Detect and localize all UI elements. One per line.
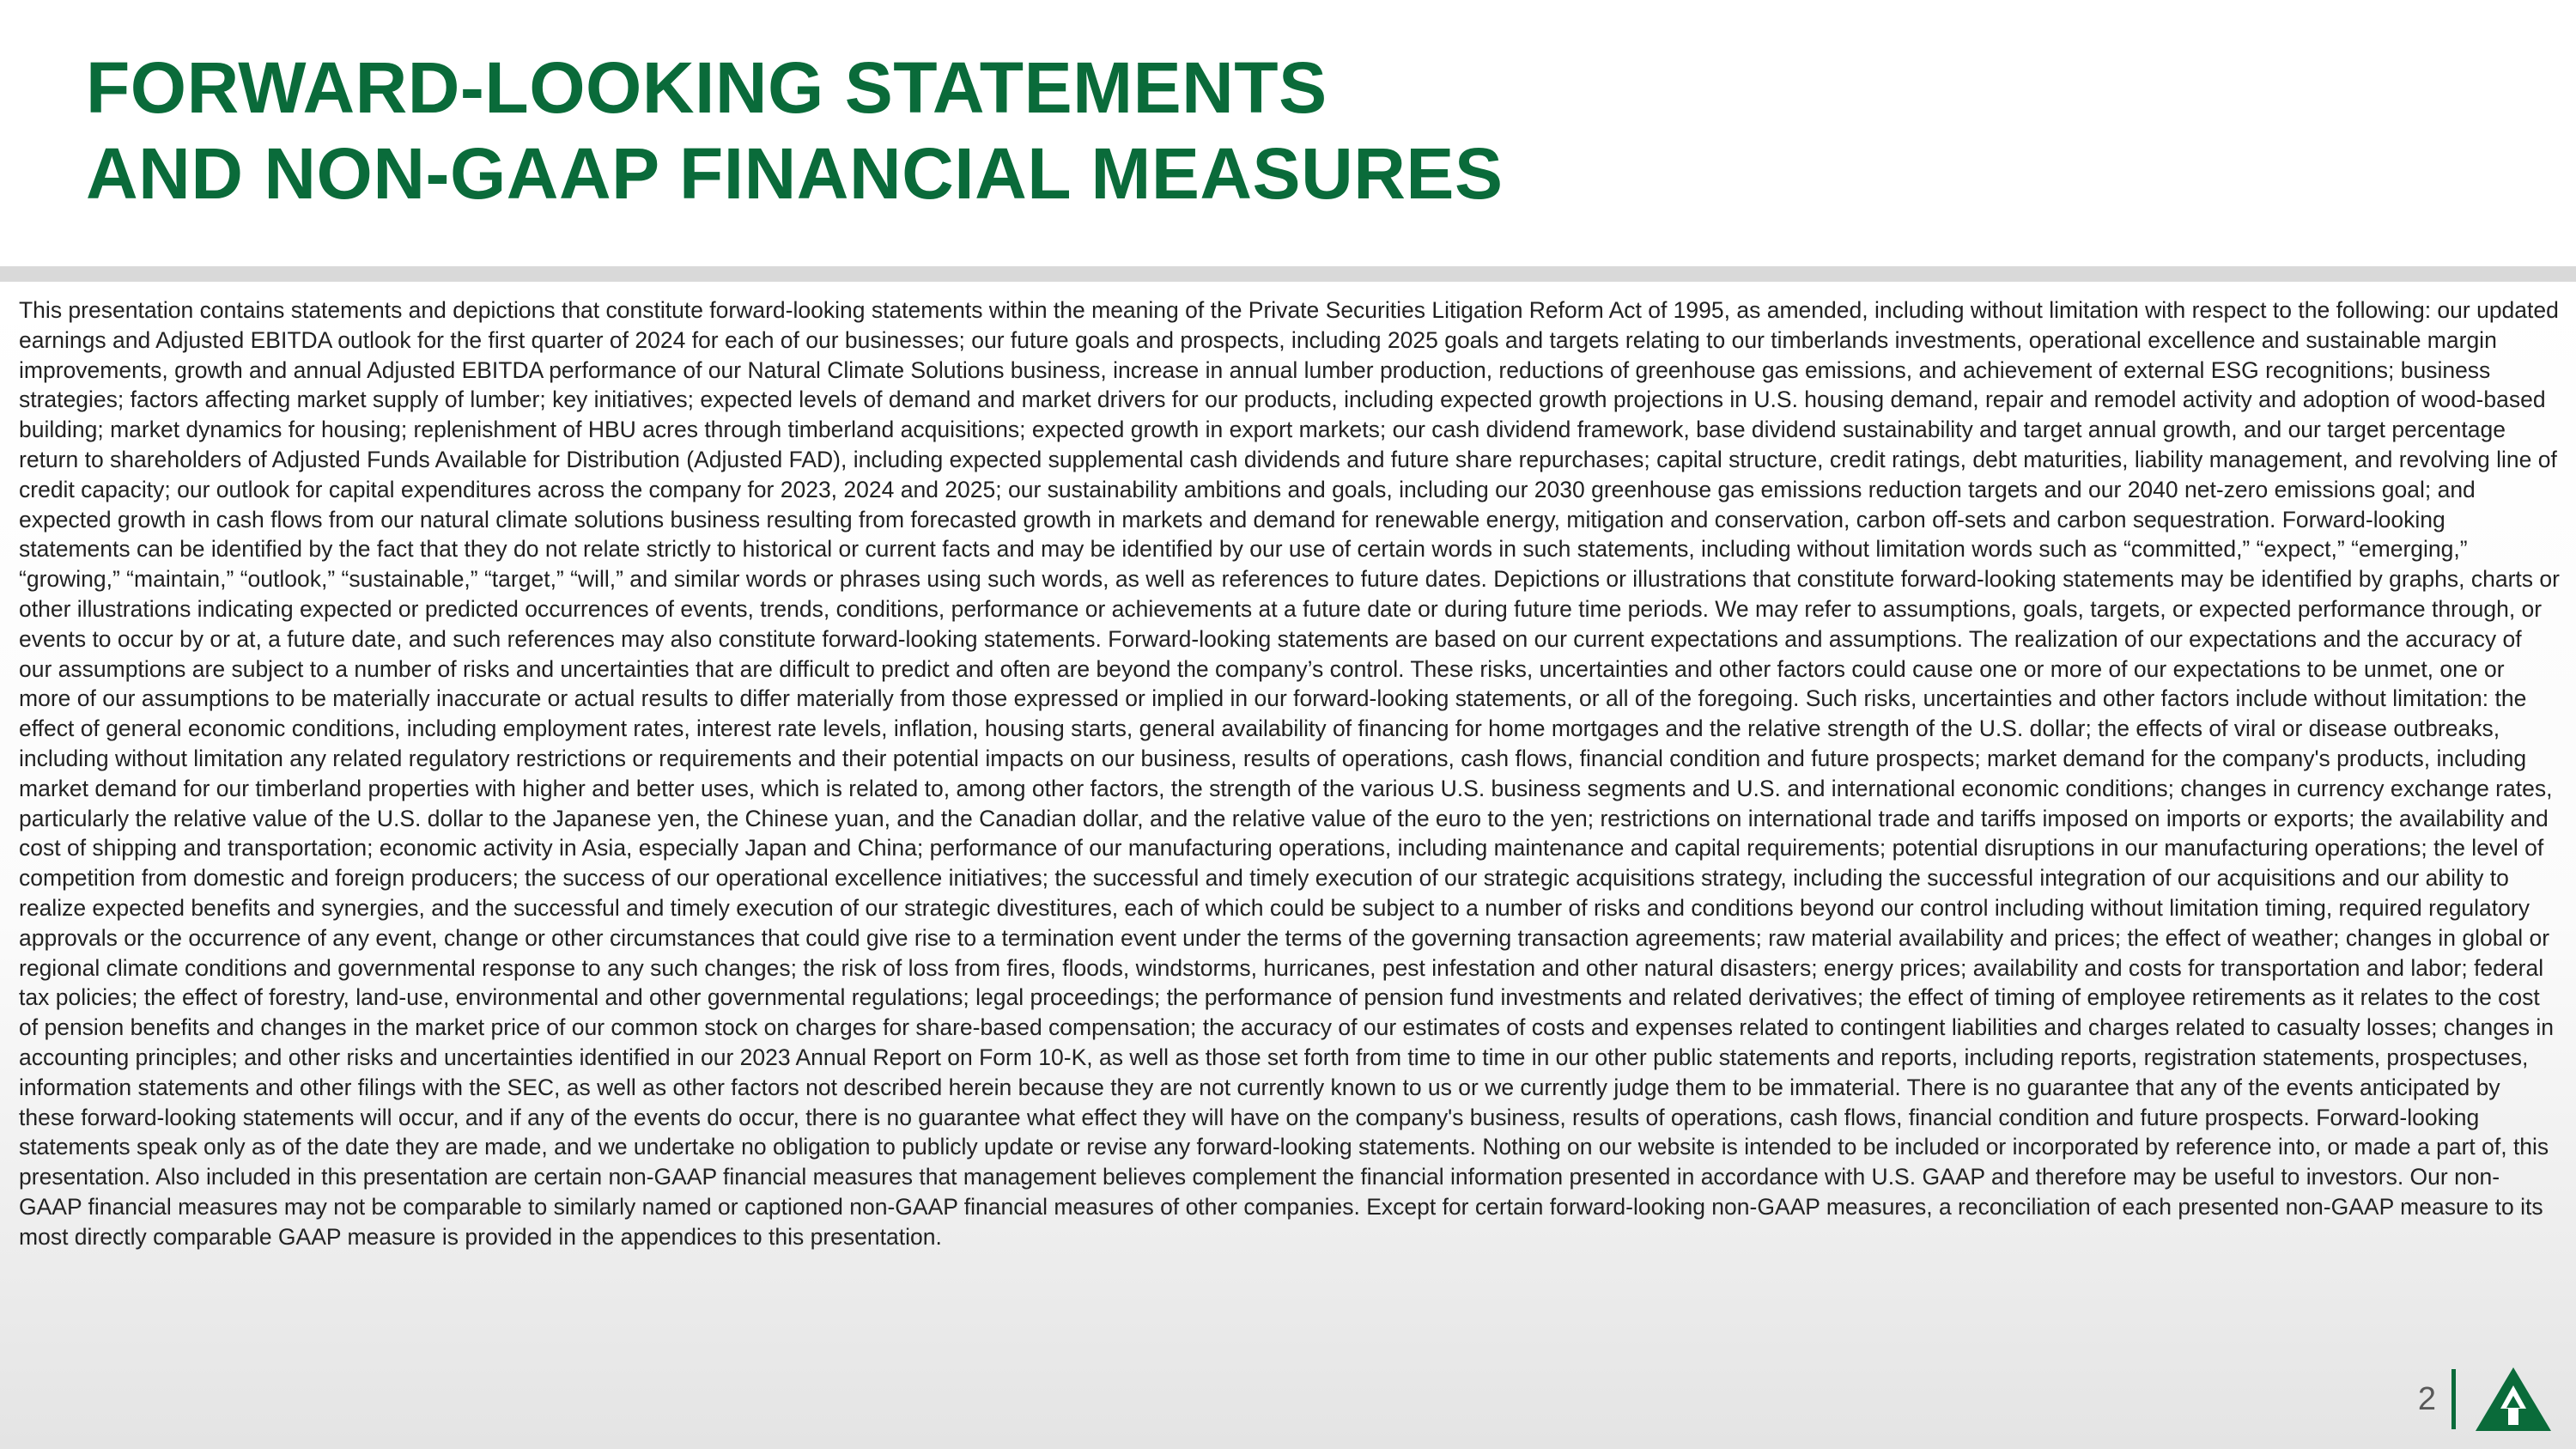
page-title-line-1: FORWARD-LOOKING STATEMENTS [86,47,1327,128]
disclaimer-paragraph: This presentation contains statements and depictions that constitute forward-looking statements within the meaning of the Private Securities Litigation Reform Act of 1995, as amended, including without limitation with respect to the following: our updated earnings and Adjusted EBITDA outlook for the first quarter of 2024 for each of our businesses; our future goals and prospects, including 2025 goals and targets relating to our timberlands investments, operational excellence and sustainable margin improvements, growth and annual Adjusted EBITDA performance of our Natural Climate Solutions business, increase in annual lumber production, reductions of greenhouse gas emissions, and achievement of external ESG recognitions; business strategies; factors affecting market supply of lumber; key initiatives; expected levels of demand and market drivers for our products, including expected growth projections in U.S. housing demand, repair and remodel activity and adoption of wood-based building; market dynamics for housing; replenishment of HBU acres through timberland acquisitions; expected growth in export markets; our cash dividend framework, base dividend sustainability and target annual growth, and our target percentage return to shareholders of Adjusted Funds Available for Distribution (Adjusted FAD), including expected supplemental cash dividends and future share repurchases; capital structure, credit ratings, debt maturities, liability management, and revolving line of credit capacity; our outlook for capital expenditures across the company for 2023, 2024 and 2025; our sustainability ambitions and goals, including our 2030 greenhouse gas emissions reduction targets and our 2040 net-zero emissions goal; and expected growth in cash flows from our natural climate solutions business resulting from forecasted growth in markets and demand for renewable energy, mitigation and conservation, carbon off-sets and carbon sequestration. Forward-looking statements can be identified by the fact that they do not relate strictly to historical or current facts and may be identified by our use of certain words in such statements, including without limitation words such as “committed,” “expect,” “emerging,” “growing,” “maintain,” “outlook,” “sustainable,” “target,” “will,” and similar words or phrases using such words, as well as references to future dates. Depictions or illustrations that constitute forward-looking statements may be identified by graphs, charts or other illustrations indicating expected or predicted occurrences of events, trends, conditions, performance or achievements at a future date or during future time periods. We may refer to assumptions, goals, targets, or expected performance through, or events to occur by or at, a future date, and such references may also constitute forward-looking statements. Forward-looking statements are based on our current expectations and assumptions. The realization of our expectations and the accuracy of our assumptions are subject to a number of risks and uncertainties that are difficult to predict and often are beyond the company’s control. These risks, uncertainties and other factors could cause one or more of our expectations to be unmet, one or more of our assumptions to be materially inaccurate or actual results to differ materially from those expressed or implied in our forward-looking statements, or all of the foregoing. Such risks, uncertainties and other factors include without limitation: the effect of general economic conditions, including employment rates, interest rate levels, inflation, housing starts, general availability of financing for home mortgages and the relative strength of the U.S. dollar; the effects of viral or disease outbreaks, including without limitation any related regulatory restrictions or requirements and their potential impacts on our business, results of operations, cash flows, financial condition and future prospects; market demand for the company's products, including market demand for our timberland properties with higher and better uses, which is related to, among other factors, the strength of the various U.S. business segments and U.S. and international economic conditions; changes in currency exchange rates, particularly the relative value of the U.S. dollar to the Japanese yen, the Chinese yuan, and the Canadian dollar, and the relative value of the euro to the yen; restrictions on international trade and tariffs imposed on imports or exports; the availability and cost of shipping and transportation; economic activity in Asia, especially Japan and China; performance of our manufacturing operations, including maintenance and capital requirements; potential disruptions in our manufacturing operations; the level of competition from domestic and foreign producers; the success of our operational excellence initiatives; the successful and timely execution of our strategic acquisitions strategy, including the successful integration of our acquisitions and our ability to realize expected benefits and synergies, and the successful and timely execution of our strategic divestitures, each of which could be subject to a number of risks and conditions beyond our control including without limitation timing, required regulatory approvals or the occurrence of any event, change or other circumstances that could give rise to a termination event under the terms of the governing transaction agreements; raw material availability and prices; the effect of weather; changes in global or regional climate conditions and governmental response to any such changes; the risk of loss from fires, floods, windstorms, hurricanes, pest infestation and other natural disasters; energy prices; availability and costs for transportation and labor; federal tax policies; the effect of forestry, land-use, environmental and other governmental regulations; legal proceedings; the performance of pension fund investments and related derivatives; the effect of timing of employee retirements as it relates to the cost of pension benefits and changes in the market price of our common stock on charges for share-based compensation; the accuracy of our estimates of costs and expenses related to contingent liabilities and charges related to casualty losses; changes in accounting principles; and other risks and uncertainties identified in our 2023 Annual Report on Form 10-K, as well as those set forth from time to time in our other public statements and reports, including reports, registration statements, prospectuses, information statements and other filings with the SEC, as well as other factors not described herein because they are not currently known to us or we currently judge them to be immaterial. There is no guarantee that any of the events anticipated by these forward-looking statements will occur, and if any of the events do occur, there is no guarantee what effect they will have on the company's business, results of operations, cash flows, financial condition and future prospects. Forward-looking statements speak only as of the date they are made, and we undertake no obligation to publicly update or revise any forward-looking statements. Nothing on our website is intended to be included or incorporated by reference into, or made a part of, this presentation. Also included in this presentation are certain non-GAAP financial measures that management believes complement the financial information presented in accordance with U.S. GAAP and therefore may be useful to investors. Our non-GAAP financial measures may not be comparable to similarly named or captioned non-GAAP financial measures of other companies. Except for certain forward-looking non-GAAP measures, a reconciliation of each presented non-GAAP measure to its most directly comparable GAAP measure is provided in the appendices to this presentation. [19,297,2560,1250]
slide-header [0,0,2576,266]
header-divider [0,266,2576,282]
triangle-tree-logo-icon [2473,1365,2554,1434]
page-title [86,45,1503,216]
page-number: 2 [2417,1380,2436,1417]
footer-divider [2451,1369,2456,1429]
disclaimer-content [0,282,2576,1449]
slide-footer [2418,1365,2554,1434]
page-title-line-2: AND NON-GAAP FINANCIAL MEASURES [86,133,1504,214]
